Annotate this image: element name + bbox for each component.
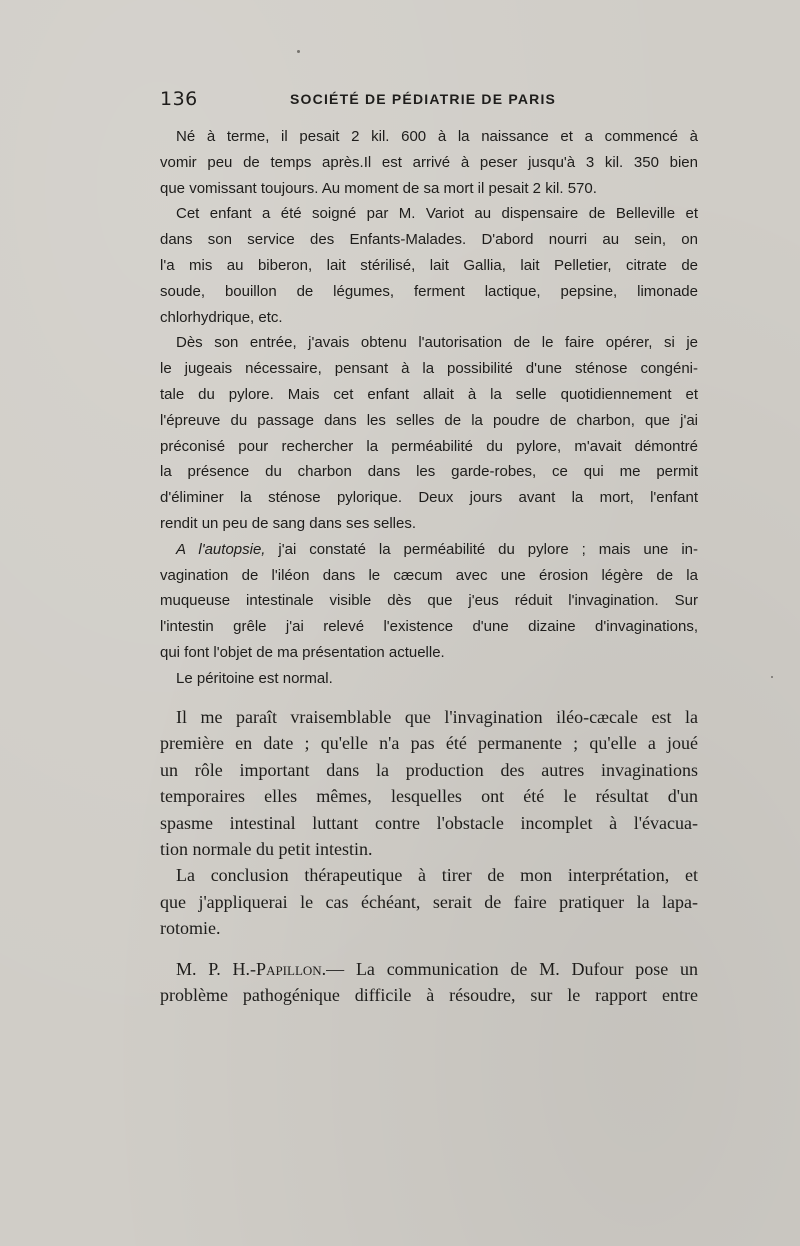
text-line: soude, bouillon de légumes, ferment lactique, pepsine, limonade (160, 282, 698, 300)
commentary (160, 704, 698, 942)
case-paragraph-2 (160, 201, 698, 330)
text-line: Dès son entrée, j'avais obtenu l'autorisation de le faire opérer, si je (176, 334, 698, 352)
commentary-paragraph-2 (160, 862, 698, 941)
text-line: tion normale du petit intestin. (160, 839, 373, 860)
text-run: — La communication de M. Dufour pose un (326, 959, 698, 979)
text-line: spasme intestinal luttant contre l'obstacle incomplet à l'évacua- (160, 812, 698, 833)
text-line: Cet enfant a été soigné par M. Variot au dispensaire de Belleville et (176, 205, 698, 223)
text-line: que vomissant toujours. Au moment de sa mort il pesait 2 kil. 570. (160, 179, 597, 197)
text-line: Le péritoine est normal. (176, 669, 333, 687)
text-line: rendit un peu de sang dans ses selles. (160, 514, 417, 532)
text-line: qui font l'objet de ma présentation actuelle. (160, 643, 445, 661)
text-line: muqueuse intestinale visible dès que j'eus réduit l'invagination. Sur (160, 592, 698, 610)
commentary-paragraph-1 (160, 704, 698, 862)
page-header (160, 88, 700, 118)
running-title: SOCIÉTÉ DE PÉDIATRIE DE PARIS (290, 91, 557, 107)
text-line: que j'appliquerai le cas échéant, serait de faire pratiquer la lapa- (160, 891, 698, 912)
text-line (160, 537, 698, 563)
discussion (160, 956, 698, 1009)
text-line: un rôle important dans la production des autres invaginations (160, 759, 698, 780)
page-number: 136 (160, 88, 198, 110)
text-line: Il me paraît vraisemblable que l'invagination iléo-cæcale est la (176, 707, 698, 727)
text-line: première en date ; qu'elle n'a pas été permanente ; qu'elle a joué (160, 733, 698, 754)
autopsy-lead: A l'autopsie, (176, 540, 266, 558)
text-line: vagination de l'iléon dans le cæcum avec une érosion légère de la (160, 566, 698, 584)
text-line: dans son service des Enfants-Malades. D'abord nourri au sein, on (160, 231, 698, 249)
case-paragraph-4 (160, 537, 698, 666)
text-line: Né à terme, il pesait 2 kil. 600 à la naissance et a commencé à (176, 128, 698, 145)
text-line: tale du pylore. Mais cet enfant allait à la selle quotidiennement et (160, 385, 698, 403)
text-line: l'intestin grêle j'ai relevé l'existence d'une dizaine d'invaginations, (160, 618, 698, 636)
speaker-name: M. P. H.-Papillon. (176, 959, 327, 979)
text-line: temporaires elles mêmes, lesquelles ont été le résultat d'un (160, 786, 698, 807)
text-line: d'éliminer la sténose pylorique. Deux jours avant la mort, l'enfant (160, 489, 698, 507)
case-paragraph-3 (160, 330, 698, 536)
dust-speck (771, 676, 773, 678)
case-paragraph-5 (160, 666, 698, 692)
text-line: l'épreuve du passage dans les selles de la poudre de charbon, que j'ai (160, 411, 698, 429)
text-line: l'a mis au biberon, lait stérilisé, lait Gallia, lait Pelletier, citrate de (160, 256, 698, 274)
text-line: vomir peu de temps après.Il est arrivé à peser jusqu'à 3 kil. 350 bien (160, 153, 698, 171)
text-line: le jugeais nécessaire, pensant à la possibilité d'une sténose congéni- (160, 360, 698, 378)
text-line: problème pathogénique difficile à résoudre, sur le rapport entre (160, 985, 698, 1006)
text-line: La conclusion thérapeutique à tirer de mon interprétation, et (176, 865, 698, 886)
text-run: j'ai constaté la perméabilité du pylore ; mais une in- (265, 540, 698, 558)
text-line (160, 956, 698, 982)
dust-speck (297, 50, 300, 53)
case-report (160, 124, 698, 692)
text-line: rotomie. (160, 918, 221, 939)
case-paragraph-1 (160, 124, 698, 201)
text-line: chlorhydrique, etc. (160, 308, 283, 326)
text-line: préconisé pour rechercher la perméabilité du pylore, m'avait démontré (160, 437, 698, 455)
text-line: la présence du charbon dans les garde-robes, ce qui me permit (160, 463, 698, 481)
